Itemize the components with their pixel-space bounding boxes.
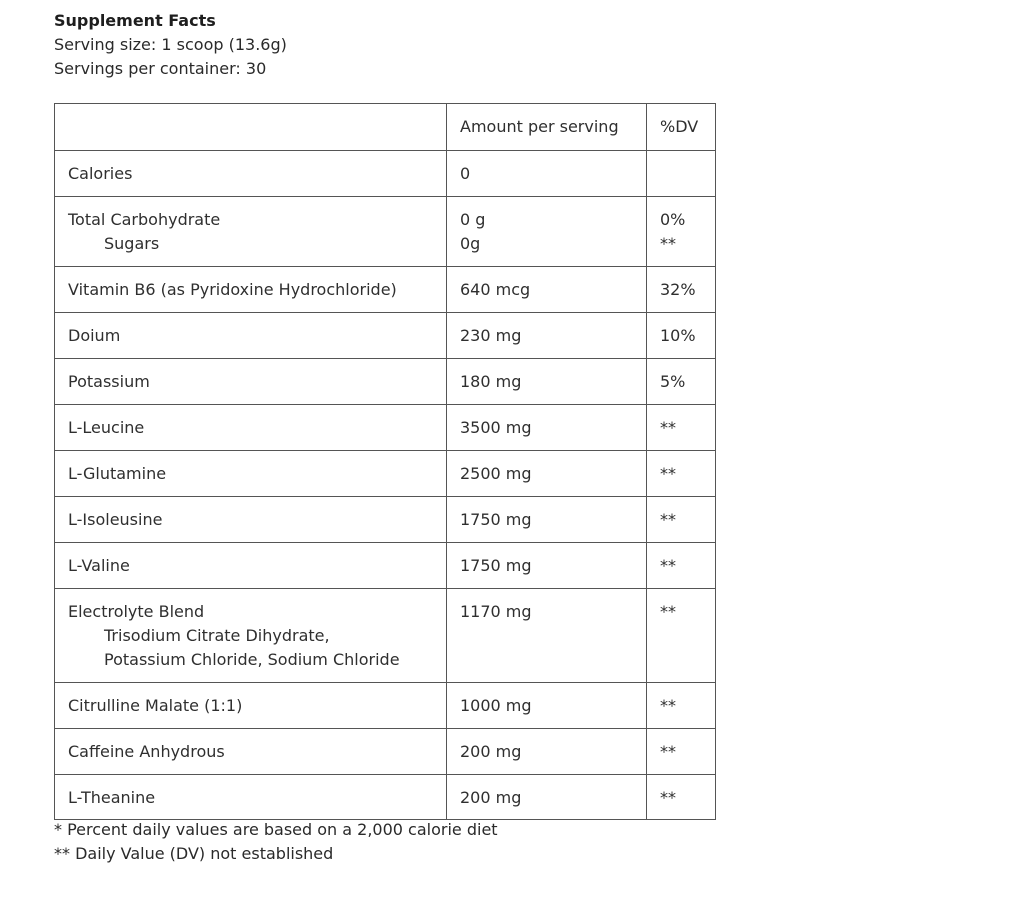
nutrient-name: Vitamin B6 (as Pyridoxine Hydrochloride) — [55, 267, 447, 313]
nutrient-amount: 1170 mg — [447, 589, 647, 683]
nutrient-amount: 180 mg — [447, 359, 647, 405]
nutrient-sub-label: Potassium Chloride, Sodium Chloride — [104, 650, 400, 669]
nutrient-dv — [647, 151, 716, 197]
supplement-facts-header — [54, 9, 287, 81]
nutrient-name: L-Leucine — [55, 405, 447, 451]
nutrient-amount: 1750 mg — [447, 543, 647, 589]
serving-size: Serving size: 1 scoop (13.6g) — [54, 35, 287, 54]
footnote-daily-values: * Percent daily values are based on a 2,000 calorie diet — [54, 820, 498, 839]
table-row — [55, 405, 716, 451]
table-row — [55, 451, 716, 497]
nutrient-amount: 230 mg — [447, 313, 647, 359]
nutrient-amount: 200 mg — [447, 729, 647, 775]
nutrient-dv: ** — [647, 775, 716, 820]
nutrient-amount — [447, 197, 647, 267]
nutrient-dv: ** — [647, 683, 716, 729]
nutrient-main-amount: 0 g — [460, 210, 486, 229]
nutrient-dv: 5% — [647, 359, 716, 405]
nutrient-name: Calories — [55, 151, 447, 197]
table-row — [55, 267, 716, 313]
nutrient-dv — [647, 197, 716, 267]
table-row — [55, 729, 716, 775]
nutrient-dv: ** — [647, 451, 716, 497]
table-header-row — [55, 104, 716, 151]
nutrient-amount: 1750 mg — [447, 497, 647, 543]
supplement-facts-table — [54, 103, 716, 820]
nutrient-sub-dv: ** — [660, 234, 676, 253]
table-row — [55, 497, 716, 543]
page-title: Supplement Facts — [54, 11, 216, 30]
nutrient-name: L-Isoleusine — [55, 497, 447, 543]
nutrient-name — [55, 197, 447, 267]
nutrient-name: Caffeine Anhydrous — [55, 729, 447, 775]
nutrient-dv: ** — [647, 543, 716, 589]
nutrient-dv: 10% — [647, 313, 716, 359]
table-row — [55, 197, 716, 267]
nutrient-amount: 2500 mg — [447, 451, 647, 497]
nutrient-name: Potassium — [55, 359, 447, 405]
nutrient-amount: 0 — [447, 151, 647, 197]
column-header-amount: Amount per serving — [447, 104, 647, 151]
nutrient-dv: ** — [647, 729, 716, 775]
table-row — [55, 359, 716, 405]
nutrient-name: L-Valine — [55, 543, 447, 589]
footnote-dv-not-established: ** Daily Value (DV) not established — [54, 844, 334, 863]
nutrient-dv: 32% — [647, 267, 716, 313]
nutrient-sub-label: Trisodium Citrate Dihydrate, — [104, 626, 330, 645]
nutrient-main-label: Total Carbohydrate — [68, 210, 221, 229]
column-header-nutrient — [55, 104, 447, 151]
table-row — [55, 151, 716, 197]
nutrient-name: Doium — [55, 313, 447, 359]
column-header-dv: %DV — [647, 104, 716, 151]
nutrient-name: L-Glutamine — [55, 451, 447, 497]
table-row — [55, 589, 716, 683]
nutrient-main-label: Electrolyte Blend — [68, 602, 205, 621]
nutrient-sub-amount: 0g — [460, 234, 481, 253]
nutrient-sub-label: Sugars — [104, 234, 160, 253]
servings-per-container: Servings per container: 30 — [54, 59, 267, 78]
table-row — [55, 313, 716, 359]
footnotes — [54, 818, 498, 866]
nutrient-name: L-Theanine — [55, 775, 447, 820]
nutrient-amount: 640 mcg — [447, 267, 647, 313]
table-row — [55, 543, 716, 589]
nutrient-name — [55, 589, 447, 683]
table-row — [55, 683, 716, 729]
nutrient-amount: 200 mg — [447, 775, 647, 820]
nutrient-main-dv: 0% — [660, 210, 686, 229]
nutrient-amount: 3500 mg — [447, 405, 647, 451]
nutrient-dv: ** — [647, 497, 716, 543]
nutrient-amount: 1000 mg — [447, 683, 647, 729]
nutrient-name: Citrulline Malate (1:1) — [55, 683, 447, 729]
nutrient-dv: ** — [647, 589, 716, 683]
nutrient-dv: ** — [647, 405, 716, 451]
table-row — [55, 775, 716, 820]
